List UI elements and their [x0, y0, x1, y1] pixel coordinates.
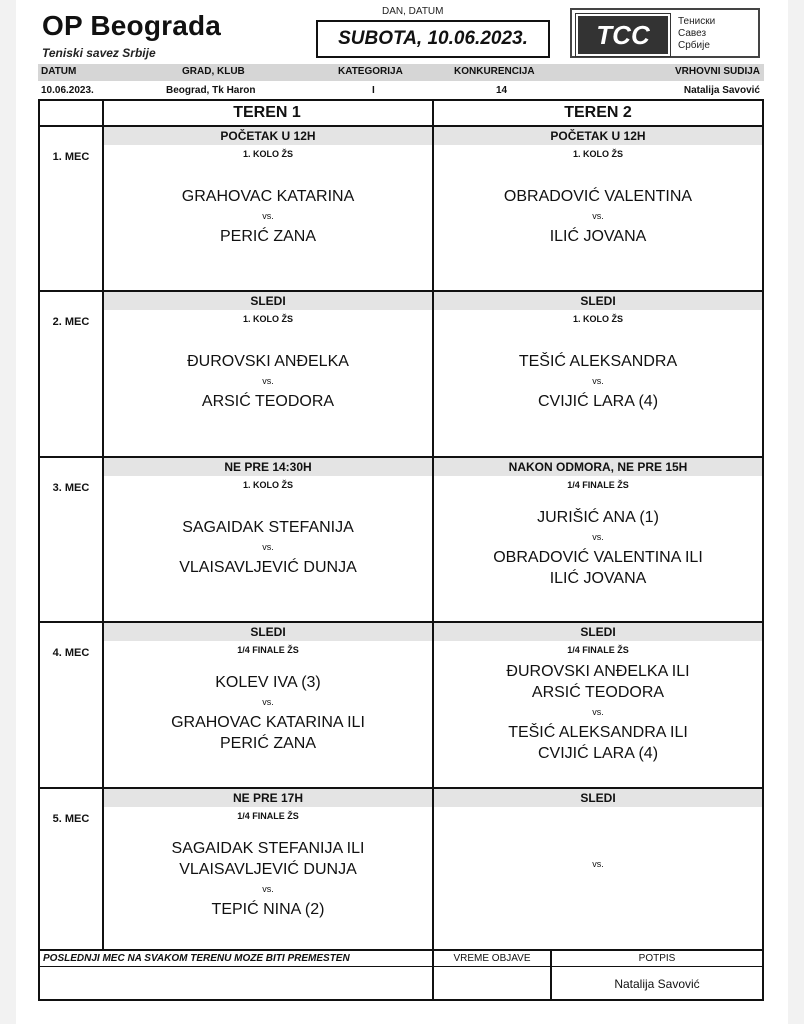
player-name: OBRADOVIĆ VALENTINA	[503, 188, 693, 205]
page-title: OP Beograda	[42, 10, 222, 41]
court-2-header: TEREN 2	[564, 104, 632, 121]
match-label: 1. MEC	[52, 151, 90, 163]
round-label: 1. KOLO ŽS	[572, 314, 623, 324]
court-1-header: TEREN 1	[233, 104, 301, 121]
round-label: 1. KOLO ŽS	[572, 149, 623, 159]
players-block	[434, 855, 762, 874]
vs-label: vs.	[262, 697, 274, 707]
player-name: ARSIĆ TEODORA	[531, 684, 665, 701]
player-name: ILIĆ JOVANA	[549, 228, 647, 245]
match-cell	[104, 127, 432, 290]
vs-label: vs.	[592, 532, 604, 542]
round-label: 1. KOLO ŽS	[242, 149, 293, 159]
start-time-band: NE PRE 14:30H	[104, 458, 432, 476]
match-cell	[434, 292, 762, 455]
date-box	[316, 20, 550, 58]
vs-label: vs.	[592, 211, 604, 221]
players-block	[104, 351, 432, 412]
start-time-band: SLEDI	[434, 789, 762, 807]
match-label: 3. MEC	[52, 482, 90, 494]
date-value: SUBOTA, 10.06.2023.	[338, 28, 528, 49]
footer-note: POSLEDNJI MEC NA SVAKOM TERENU MOZE BITI PREMESTEN	[43, 953, 350, 964]
match-cell	[104, 292, 432, 455]
header-sudija: VRHOVNI SUDIJA	[674, 66, 760, 77]
players-block	[434, 186, 762, 247]
player-name: GRAHOVAC KATARINA ILI	[171, 714, 365, 731]
vs-label: vs.	[592, 707, 604, 717]
player-name: TEPIĆ NINA (2)	[211, 901, 325, 918]
start-time-band: SLEDI	[434, 623, 762, 641]
match-cell	[434, 789, 762, 952]
start-time-band: NE PRE 17H	[104, 789, 432, 807]
vs-label: vs.	[262, 542, 274, 552]
round-label: 1/4 FINALE ŽS	[567, 645, 629, 655]
start-time-band: SLEDI	[104, 292, 432, 310]
logo-text: Тениски Савез Србије	[678, 16, 716, 51]
players-block	[104, 672, 432, 754]
player-name: TEŠIĆ ALEKSANDRA	[518, 353, 678, 370]
vs-label: vs.	[262, 211, 274, 221]
round-label: 1/4 FINALE ŽS	[237, 811, 299, 821]
potpis-label: POTPIS	[638, 953, 676, 964]
header-datum: DATUM	[41, 66, 77, 77]
player-name: VLAISAVLJEVIĆ DUNJA	[179, 861, 357, 878]
players-block	[104, 186, 432, 247]
player-name: VLAISAVLJEVIĆ DUNJA	[179, 559, 357, 576]
players-block	[434, 351, 762, 412]
match-cell	[434, 127, 762, 290]
player-name: ILIĆ JOVANA	[549, 570, 647, 587]
match-label: 5. MEC	[52, 813, 90, 825]
info-header-row	[38, 64, 764, 81]
value-grad-klub: Beograd, Tk Haron	[166, 85, 256, 96]
start-time-band: SLEDI	[434, 292, 762, 310]
grid-divider	[40, 966, 762, 967]
schedule-sheet	[16, 0, 788, 1024]
match-label: 2. MEC	[52, 316, 90, 328]
schedule-grid	[38, 99, 764, 1001]
match-label: 4. MEC	[52, 647, 90, 659]
player-name: SAGAIDAK STEFANIJA	[182, 519, 354, 536]
player-name: ARSIĆ TEODORA	[201, 393, 335, 410]
vs-label: vs.	[262, 376, 274, 386]
start-time-band: POČETAK U 12H	[104, 127, 432, 145]
player-name: CVIJIĆ LARA (4)	[537, 745, 659, 762]
vs-label: vs.	[262, 884, 274, 894]
vs-label: vs.	[592, 859, 604, 869]
start-time-band: POČETAK U 12H	[434, 127, 762, 145]
players-block	[104, 517, 432, 578]
players-block	[434, 507, 762, 589]
value-datum: 10.06.2023.	[41, 85, 94, 96]
value-konkurencija: 14	[496, 85, 508, 96]
value-sudija: Natalija Savović	[683, 85, 760, 96]
player-name: KOLEV IVA (3)	[215, 674, 321, 691]
header-grad-klub: GRAD, KLUB	[182, 66, 245, 77]
match-cell	[104, 623, 432, 786]
player-name: PERIĆ ZANA	[219, 228, 316, 245]
vs-label: vs.	[592, 376, 604, 386]
start-time-band: SLEDI	[104, 623, 432, 641]
header-konkurencija: KONKURENCIJA	[454, 66, 535, 77]
match-cell	[104, 789, 432, 952]
players-block	[104, 838, 432, 920]
player-name: CVIJIĆ LARA (4)	[537, 393, 659, 410]
player-name: PERIĆ ZANA	[219, 735, 316, 752]
date-label: DAN, DATUM	[382, 6, 444, 17]
player-name: OBRADOVIĆ VALENTINA ILI	[493, 549, 703, 566]
player-name: GRAHOVAC KATARINA	[181, 188, 355, 205]
player-name: ĐUROVSKI ANĐELKA ILI	[506, 663, 690, 680]
logo-mark: TCC	[576, 14, 670, 56]
round-label: 1. KOLO ŽS	[242, 480, 293, 490]
info-value-row	[38, 83, 764, 97]
player-name: SAGAIDAK STEFANIJA ILI	[171, 840, 365, 857]
value-kategorija: I	[372, 85, 375, 96]
header-kategorija: KATEGORIJA	[338, 66, 403, 77]
match-cell	[434, 623, 762, 786]
round-label: 1. KOLO ŽS	[242, 314, 293, 324]
player-name: ĐUROVSKI ANĐELKA	[187, 353, 349, 370]
start-time-band: NAKON ODMORA, NE PRE 15H	[434, 458, 762, 476]
vreme-objave-label: VREME OBJAVE	[453, 953, 531, 964]
round-label: 1/4 FINALE ŽS	[237, 645, 299, 655]
player-name: TEŠIĆ ALEKSANDRA ILI	[508, 724, 688, 741]
round-label: 1/4 FINALE ŽS	[567, 480, 629, 490]
match-cell	[434, 458, 762, 621]
match-cell	[104, 458, 432, 621]
tss-logo	[570, 8, 760, 58]
signature-name: Natalija Savović	[614, 977, 700, 991]
page-subtitle: Teniski savez Srbije	[42, 46, 156, 60]
players-block	[434, 661, 762, 764]
player-name: JURIŠIĆ ANA (1)	[537, 509, 659, 526]
